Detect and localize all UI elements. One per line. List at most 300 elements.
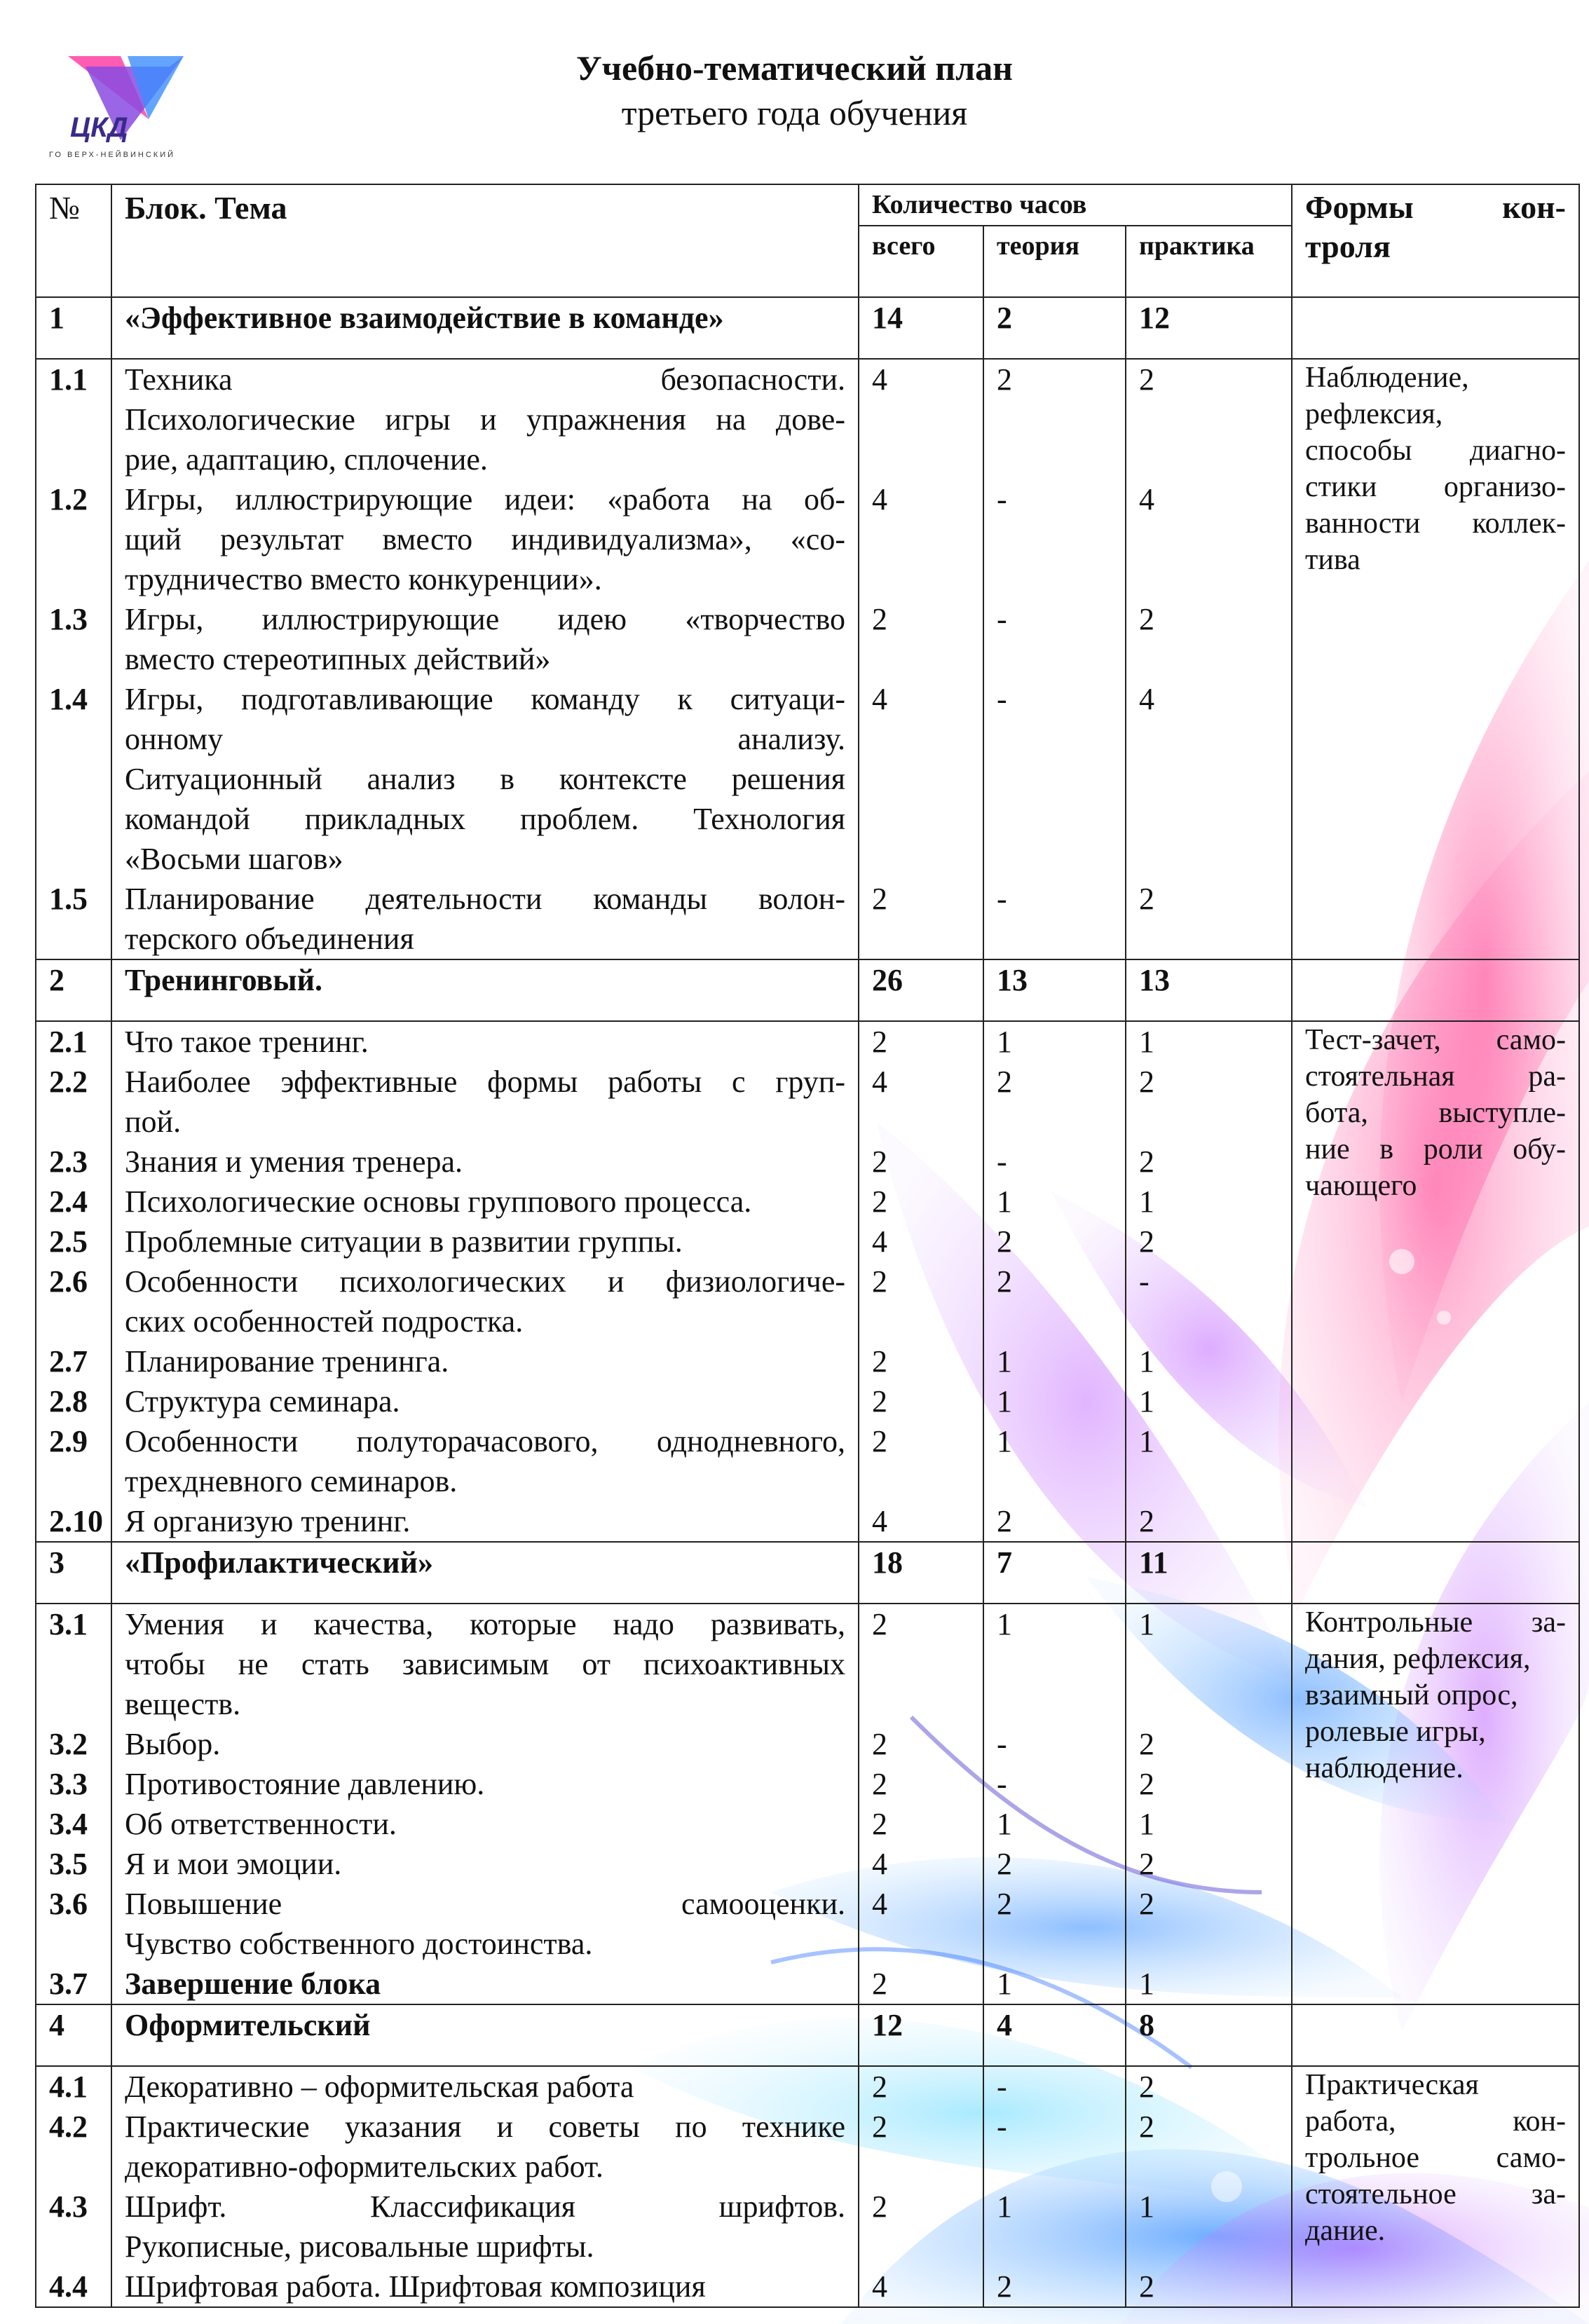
topic-line: Техника безопасности. bbox=[125, 362, 845, 397]
section-row bbox=[36, 1542, 1579, 1604]
item-theory-blank bbox=[997, 559, 1112, 599]
section-practice: 11 bbox=[1126, 1542, 1292, 1604]
item-num: 3.6 bbox=[49, 1887, 88, 1921]
item-num-blank bbox=[49, 719, 98, 759]
item-practice-blank bbox=[1139, 2227, 1278, 2267]
section-num: 2 bbox=[36, 959, 111, 1021]
item-practice: 2 bbox=[1139, 1504, 1154, 1538]
item-practice-blank bbox=[1139, 1924, 1278, 1964]
section-practice: 12 bbox=[1126, 297, 1292, 359]
item-theory: - bbox=[997, 1144, 1007, 1179]
topic-line: чтобы не стать зависимым от психоактивных bbox=[125, 1647, 845, 1681]
section-row bbox=[36, 297, 1579, 359]
item-num-blank bbox=[49, 759, 98, 799]
section-practice: 8 bbox=[1126, 2004, 1292, 2066]
item-num: 2.7 bbox=[49, 1344, 88, 1379]
item-practice-blank bbox=[1139, 759, 1278, 799]
item-theory-blank bbox=[997, 1461, 1112, 1501]
section-forms bbox=[1292, 297, 1579, 359]
item-theory: 2 bbox=[997, 1504, 1012, 1538]
control-form-line: Контрольные за- bbox=[1305, 1606, 1567, 1639]
topic-line: декоративно-оформительских работ. bbox=[125, 2149, 603, 2184]
section-title: «Эффективное взаимодействие в команде» bbox=[111, 297, 859, 359]
topic-line: Шрифтовая работа. Шрифтовая композиция bbox=[125, 2269, 706, 2304]
item-practice-blank bbox=[1139, 1461, 1278, 1501]
section-control-forms bbox=[1292, 1021, 1579, 1542]
item-total-blank bbox=[872, 1924, 970, 1964]
item-theory: - bbox=[997, 882, 1007, 916]
topic-line: онному анализу. bbox=[125, 722, 845, 756]
item-practice-blank bbox=[1139, 2147, 1278, 2187]
item-total: 2 bbox=[872, 1967, 887, 2001]
item-total: 2 bbox=[872, 1767, 887, 1801]
item-theory-blank bbox=[997, 839, 1112, 879]
item-practice: 2 bbox=[1139, 1887, 1154, 1921]
item-num-blank bbox=[49, 839, 98, 879]
item-num-blank bbox=[49, 439, 98, 479]
item-total: 2 bbox=[872, 1607, 887, 1641]
item-theory: 1 bbox=[997, 2189, 1012, 2224]
item-theory-blank bbox=[997, 1684, 1112, 1724]
control-form-line: Наблюдение, bbox=[1305, 362, 1469, 394]
topic-line: Игры, иллюстрирующие идеи: «работа на об- bbox=[125, 482, 845, 517]
control-form-line: бота, выступле- bbox=[1305, 1097, 1567, 1129]
item-theory: 2 bbox=[997, 1224, 1012, 1259]
item-practice: 2 bbox=[1139, 1727, 1154, 1761]
topic-line: Ситуационный анализ в контексте решения bbox=[125, 762, 845, 796]
items-theory-column bbox=[983, 2066, 1126, 2307]
item-practice: 1 bbox=[1139, 1424, 1154, 1458]
topic-line: Игры, подготавливающие команду к ситуаци- bbox=[125, 682, 845, 716]
section-control-forms bbox=[1292, 2066, 1579, 2307]
item-practice: - bbox=[1139, 1264, 1150, 1299]
item-total: 4 bbox=[872, 1847, 887, 1881]
section-num: 3 bbox=[36, 1542, 111, 1604]
topic-line: Об ответственности. bbox=[125, 1807, 397, 1841]
item-theory: - bbox=[997, 2070, 1007, 2104]
items-total-column bbox=[859, 2066, 983, 2307]
item-total-blank bbox=[872, 519, 970, 559]
topic-line: Противостояние давлению. bbox=[125, 1767, 485, 1801]
item-num-blank bbox=[49, 1684, 98, 1724]
item-num: 2.1 bbox=[49, 1025, 88, 1059]
item-total-blank bbox=[872, 439, 970, 479]
item-practice-blank bbox=[1139, 399, 1278, 439]
topic-line: Наиболее эффективные формы работы с груп- bbox=[125, 1065, 845, 1099]
control-form-line: стоятельная ра- bbox=[1305, 1060, 1567, 1093]
item-practice: 1 bbox=[1139, 1807, 1154, 1841]
item-practice: 4 bbox=[1139, 482, 1154, 517]
item-num: 3.4 bbox=[49, 1807, 88, 1841]
item-num-blank bbox=[49, 1924, 98, 1964]
item-num-blank bbox=[49, 1644, 98, 1684]
section-num: 4 bbox=[36, 2004, 111, 2066]
section-total: 18 bbox=[859, 1542, 983, 1604]
item-practice: 1 bbox=[1139, 1607, 1154, 1641]
header-theory: теория bbox=[983, 226, 1126, 297]
item-theory: - bbox=[997, 2110, 1007, 2144]
item-theory: 1 bbox=[997, 1184, 1012, 1219]
header-practice: практика bbox=[1126, 226, 1292, 297]
section-block bbox=[36, 1021, 1579, 1542]
item-num-blank bbox=[49, 519, 98, 559]
item-total-blank bbox=[872, 639, 970, 679]
item-practice: 1 bbox=[1139, 1025, 1154, 1059]
curriculum-table bbox=[35, 184, 1580, 2308]
items-theory-column bbox=[983, 1021, 1126, 1542]
section-title: Оформительский bbox=[111, 2004, 859, 2066]
header-forms-line2: троля bbox=[1305, 228, 1391, 264]
item-practice: 2 bbox=[1139, 2070, 1154, 2104]
item-practice: 2 bbox=[1139, 1144, 1154, 1179]
item-theory-blank bbox=[997, 759, 1112, 799]
item-practice-blank bbox=[1139, 519, 1278, 559]
items-topic-column bbox=[111, 2066, 859, 2307]
item-theory-blank bbox=[997, 1301, 1112, 1341]
control-form-line: ролевые игры, bbox=[1305, 1716, 1486, 1748]
item-total: 2 bbox=[872, 1025, 887, 1059]
control-form-line: взаимный опрос, bbox=[1305, 1679, 1518, 1711]
topic-line: Чувство собственного достоинства. bbox=[125, 1927, 593, 1961]
item-num: 3.3 bbox=[49, 1767, 88, 1801]
item-num: 3.7 bbox=[49, 1967, 88, 2001]
item-theory-blank bbox=[997, 719, 1112, 759]
section-block bbox=[36, 359, 1579, 959]
item-theory: 1 bbox=[997, 1025, 1012, 1059]
topic-line: Планирование тренинга. bbox=[125, 1344, 449, 1379]
items-practice-column bbox=[1126, 359, 1292, 959]
control-form-line: трольное само- bbox=[1305, 2142, 1567, 2174]
topic-line: рие, адаптацию, сплочение. bbox=[125, 442, 488, 477]
item-num-blank bbox=[49, 399, 98, 439]
item-theory: - bbox=[997, 602, 1007, 636]
topic-line: Декоративно – оформительская работа bbox=[125, 2070, 634, 2104]
items-num-column bbox=[36, 2066, 111, 2307]
item-practice-blank bbox=[1139, 1301, 1278, 1341]
item-num: 2.10 bbox=[49, 1504, 103, 1538]
item-theory-blank bbox=[997, 1644, 1112, 1684]
item-total: 2 bbox=[872, 882, 887, 916]
item-theory: 1 bbox=[997, 1344, 1012, 1379]
section-forms bbox=[1292, 2004, 1579, 2066]
control-form-line: дание. bbox=[1305, 2215, 1386, 2247]
item-total-blank bbox=[872, 1301, 970, 1341]
topic-line: Практические указания и советы по технике bbox=[125, 2110, 845, 2144]
topic-line: трехдневного семинаров. bbox=[125, 1464, 458, 1498]
item-theory: 1 bbox=[997, 1424, 1012, 1458]
topic-line: Особенности полуторачасового, однодневного, bbox=[125, 1424, 845, 1458]
topic-line: Умения и качества, которые надо развивать, bbox=[125, 1607, 845, 1641]
item-total: 4 bbox=[872, 682, 887, 716]
section-control-forms bbox=[1292, 359, 1579, 959]
item-total: 2 bbox=[872, 2110, 887, 2144]
page-subtitle: третьего года обучения bbox=[621, 93, 968, 132]
item-num: 1.3 bbox=[49, 602, 88, 636]
item-total: 2 bbox=[872, 2070, 887, 2104]
item-total: 2 bbox=[872, 1344, 887, 1379]
item-num: 1.2 bbox=[49, 482, 88, 517]
topic-line: веществ. bbox=[125, 1687, 241, 1721]
item-practice: 4 bbox=[1139, 682, 1154, 716]
control-form-line: дания, рефлексия, bbox=[1305, 1643, 1531, 1675]
item-num-blank bbox=[49, 639, 98, 679]
item-practice-blank bbox=[1139, 1644, 1278, 1684]
item-total: 4 bbox=[872, 1504, 887, 1538]
items-total-column bbox=[859, 359, 983, 959]
item-num-blank bbox=[49, 1102, 98, 1142]
items-practice-column bbox=[1126, 2066, 1292, 2307]
section-title: «Профилактический» bbox=[111, 1542, 859, 1604]
item-theory: 1 bbox=[997, 1967, 1012, 2001]
item-theory: 2 bbox=[997, 2269, 1012, 2304]
item-num: 4.1 bbox=[49, 2070, 88, 2104]
item-num: 2.5 bbox=[49, 1224, 88, 1259]
header-topic: Блок. Тема bbox=[111, 184, 859, 297]
section-title: Тренинговый. bbox=[111, 959, 859, 1021]
item-num: 3.2 bbox=[49, 1727, 88, 1761]
item-num: 4.3 bbox=[49, 2189, 88, 2224]
item-practice: 1 bbox=[1139, 1344, 1154, 1379]
item-theory-blank bbox=[997, 799, 1112, 839]
item-practice: 1 bbox=[1139, 1184, 1154, 1219]
item-num-blank bbox=[49, 799, 98, 839]
item-num: 4.4 bbox=[49, 2269, 88, 2304]
item-num: 1.5 bbox=[49, 882, 88, 916]
control-form-line: работа, кон- bbox=[1305, 2105, 1567, 2138]
item-total: 4 bbox=[872, 2269, 887, 2304]
item-theory: 1 bbox=[997, 1807, 1012, 1841]
section-row bbox=[36, 959, 1579, 1021]
item-total-blank bbox=[872, 759, 970, 799]
item-total: 2 bbox=[872, 1184, 887, 1219]
item-practice: 2 bbox=[1139, 362, 1154, 397]
item-practice-blank bbox=[1139, 439, 1278, 479]
section-control-forms bbox=[1292, 1604, 1579, 2004]
topic-line: пой. bbox=[125, 1105, 182, 1139]
item-theory: 2 bbox=[997, 1847, 1012, 1881]
item-total-blank bbox=[872, 399, 970, 439]
control-form-line: способы диагно- bbox=[1305, 435, 1567, 467]
item-theory: 2 bbox=[997, 1264, 1012, 1299]
item-practice-blank bbox=[1139, 719, 1278, 759]
items-topic-column bbox=[111, 1021, 859, 1542]
item-practice: 2 bbox=[1139, 1847, 1154, 1881]
section-theory: 2 bbox=[983, 297, 1126, 359]
topic-line: Игры, иллюстрирующие идею «творчество bbox=[125, 602, 845, 636]
items-num-column bbox=[36, 359, 111, 959]
item-total: 4 bbox=[872, 1224, 887, 1259]
item-practice-blank bbox=[1139, 799, 1278, 839]
topic-line: Проблемные ситуации в развитии группы. bbox=[125, 1224, 683, 1259]
topic-line: щий результат вместо индивидуализма», «со- bbox=[125, 522, 845, 556]
item-theory-blank bbox=[997, 519, 1112, 559]
items-theory-column bbox=[983, 359, 1126, 959]
topic-line: вместо стереотипных действий» bbox=[125, 642, 551, 676]
item-theory: - bbox=[997, 1767, 1007, 1801]
item-num: 2.8 bbox=[49, 1384, 88, 1419]
item-total-blank bbox=[872, 1644, 970, 1684]
topic-line: Особенности психологических и физиологиче- bbox=[125, 1264, 845, 1299]
item-practice: 1 bbox=[1139, 1967, 1154, 2001]
section-block bbox=[36, 1604, 1579, 2004]
item-theory-blank bbox=[997, 919, 1112, 959]
items-practice-column bbox=[1126, 1604, 1292, 2004]
topic-line: Я и мои эмоции. bbox=[125, 1847, 342, 1881]
item-num: 2.3 bbox=[49, 1144, 88, 1179]
item-num-blank bbox=[49, 1461, 98, 1501]
section-forms bbox=[1292, 1542, 1579, 1604]
item-num-blank bbox=[49, 2227, 98, 2267]
section-total: 14 bbox=[859, 297, 983, 359]
header-forms-line1: Формы кон- bbox=[1305, 189, 1567, 225]
section-total: 12 bbox=[859, 2004, 983, 2066]
items-num-column bbox=[36, 1604, 111, 2004]
item-num-blank bbox=[49, 919, 98, 959]
header-forms bbox=[1292, 184, 1579, 297]
item-total-blank bbox=[872, 1102, 970, 1142]
item-total: 2 bbox=[872, 1727, 887, 1761]
section-forms bbox=[1292, 959, 1579, 1021]
item-num: 3.5 bbox=[49, 1847, 88, 1881]
item-practice: 2 bbox=[1139, 1065, 1154, 1099]
section-practice: 13 bbox=[1126, 959, 1292, 1021]
item-total-blank bbox=[872, 2227, 970, 2267]
topic-line: Структура семинара. bbox=[125, 1384, 400, 1419]
section-block bbox=[36, 2066, 1579, 2307]
item-theory: 1 bbox=[997, 1384, 1012, 1419]
item-num-blank bbox=[49, 559, 98, 599]
section-row bbox=[36, 2004, 1579, 2066]
header-num: № bbox=[36, 184, 111, 297]
item-num-blank bbox=[49, 1301, 98, 1341]
item-theory: 2 bbox=[997, 1887, 1012, 1921]
item-practice-blank bbox=[1139, 839, 1278, 879]
item-total: 2 bbox=[872, 1807, 887, 1841]
items-num-column bbox=[36, 1021, 111, 1542]
control-form-line: стики организо- bbox=[1305, 471, 1567, 503]
topic-line: терского объединения bbox=[125, 922, 414, 956]
control-form-line: стоятельное за- bbox=[1305, 2178, 1567, 2210]
item-num: 3.1 bbox=[49, 1607, 88, 1641]
item-theory-blank bbox=[997, 639, 1112, 679]
item-total: 4 bbox=[872, 1065, 887, 1099]
control-form-line: рефлексия, bbox=[1305, 398, 1443, 430]
item-theory-blank bbox=[997, 1102, 1112, 1142]
item-practice-blank bbox=[1139, 559, 1278, 599]
section-theory: 4 bbox=[983, 2004, 1126, 2066]
item-practice: 1 bbox=[1139, 1384, 1154, 1419]
item-total: 4 bbox=[872, 1887, 887, 1921]
item-num: 4.2 bbox=[49, 2110, 88, 2144]
item-practice-blank bbox=[1139, 1102, 1278, 1142]
control-form-line: ванности коллек- bbox=[1305, 507, 1567, 540]
items-topic-column bbox=[111, 359, 859, 959]
header-total: всего bbox=[859, 226, 983, 297]
section-theory: 7 bbox=[983, 1542, 1126, 1604]
control-form-line: тива bbox=[1305, 544, 1360, 576]
section-total: 26 bbox=[859, 959, 983, 1021]
control-form-line: Тест-зачет, само- bbox=[1305, 1024, 1567, 1056]
item-practice-blank bbox=[1139, 1684, 1278, 1724]
item-theory: 2 bbox=[997, 1065, 1012, 1099]
item-total: 2 bbox=[872, 602, 887, 636]
topic-line: Выбор. bbox=[125, 1727, 221, 1761]
topic-line: Знания и умения тренера. bbox=[125, 1144, 463, 1179]
items-theory-column bbox=[983, 1604, 1126, 2004]
item-num: 2.6 bbox=[49, 1264, 88, 1299]
item-total: 2 bbox=[872, 1384, 887, 1419]
item-theory-blank bbox=[997, 399, 1112, 439]
item-theory: - bbox=[997, 1727, 1007, 1761]
item-theory-blank bbox=[997, 2147, 1112, 2187]
section-theory: 13 bbox=[983, 959, 1126, 1021]
item-total-blank bbox=[872, 919, 970, 959]
items-topic-column bbox=[111, 1604, 859, 2004]
item-num: 2.2 bbox=[49, 1065, 88, 1099]
item-num: 1.1 bbox=[49, 362, 88, 397]
item-total-blank bbox=[872, 1684, 970, 1724]
item-total: 2 bbox=[872, 1424, 887, 1458]
item-total-blank bbox=[872, 559, 970, 599]
item-total-blank bbox=[872, 839, 970, 879]
topic-line: Психологические основы группового процесса. bbox=[125, 1184, 752, 1219]
item-practice-blank bbox=[1139, 639, 1278, 679]
header-hours: Количество часов bbox=[859, 184, 1292, 226]
item-num: 2.9 bbox=[49, 1424, 88, 1458]
item-practice: 2 bbox=[1139, 882, 1154, 916]
item-practice: 2 bbox=[1139, 2269, 1154, 2304]
item-practice: 2 bbox=[1139, 1767, 1154, 1801]
item-num: 1.4 bbox=[49, 682, 88, 716]
item-practice: 1 bbox=[1139, 2189, 1154, 2224]
topic-line: Планирование деятельности команды волон- bbox=[125, 882, 845, 916]
control-form-line: наблюдение. bbox=[1305, 1752, 1464, 1784]
item-num-blank bbox=[49, 2147, 98, 2187]
section-num: 1 bbox=[36, 297, 111, 359]
control-form-line: ние в роли обу- bbox=[1305, 1133, 1567, 1166]
item-num: 2.4 bbox=[49, 1184, 88, 1219]
item-practice: 2 bbox=[1139, 1224, 1154, 1259]
control-form-line: чающего bbox=[1305, 1170, 1417, 1202]
topic-line: Шрифт. Классификация шрифтов. bbox=[125, 2189, 845, 2224]
item-theory: - bbox=[997, 682, 1007, 716]
item-total: 2 bbox=[872, 2189, 887, 2224]
item-theory-blank bbox=[997, 2227, 1112, 2267]
page-title: Учебно-тематический план bbox=[576, 48, 1013, 88]
item-practice-blank bbox=[1139, 919, 1278, 959]
item-theory: 2 bbox=[997, 362, 1012, 397]
items-practice-column bbox=[1126, 1021, 1292, 1542]
topic-line: «Восьми шагов» bbox=[125, 842, 343, 876]
items-total-column bbox=[859, 1021, 983, 1542]
topic-line: Я организую тренинг. bbox=[125, 1504, 411, 1538]
item-total-blank bbox=[872, 799, 970, 839]
item-total: 2 bbox=[872, 1144, 887, 1179]
item-total: 2 bbox=[872, 1264, 887, 1299]
item-total-blank bbox=[872, 719, 970, 759]
item-total-blank bbox=[872, 2147, 970, 2187]
item-total-blank bbox=[872, 1461, 970, 1501]
topic-line: Что такое тренинг. bbox=[125, 1025, 369, 1059]
topic-line: Повышение самооценки. bbox=[125, 1887, 845, 1921]
topic-line: Рукописные, рисовальные шрифты. bbox=[125, 2229, 594, 2264]
item-practice: 2 bbox=[1139, 2110, 1154, 2144]
topic-line: Завершение блока bbox=[125, 1967, 381, 2001]
item-practice: 2 bbox=[1139, 602, 1154, 636]
item-theory-blank bbox=[997, 439, 1112, 479]
control-form-line: Практическая bbox=[1305, 2069, 1479, 2101]
item-total: 4 bbox=[872, 362, 887, 397]
